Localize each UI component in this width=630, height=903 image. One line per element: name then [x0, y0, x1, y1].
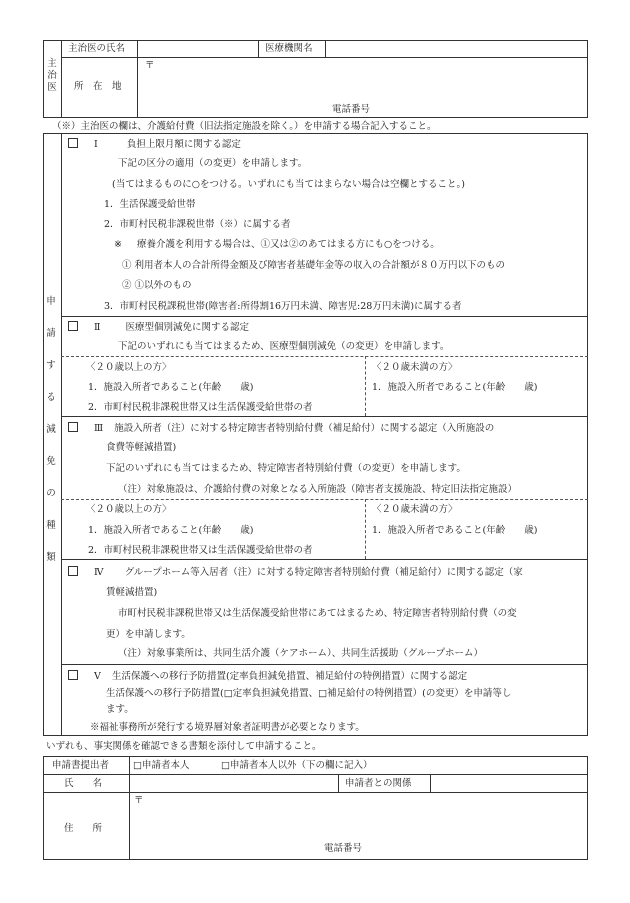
- section2-left-item2[interactable]: 2．市町村民税非課税世帯又は生活保護受給世帯の者: [88, 402, 313, 413]
- section5-line1: 生活保護への移行予防措置(□定率負担減免措置、□補足給付の特例措置）(の変更）を申請等し: [106, 688, 512, 699]
- section3-header: Ⅲ 施設入所者（注）に対する特定障害者特別給付費（補足給付）に関する認定（入所施設の: [68, 422, 494, 435]
- institution-label: 医療機関名: [265, 43, 313, 54]
- section2-left-header: 〈２０歳以上の方〉: [86, 362, 172, 373]
- section1-item1[interactable]: 1．生活保護受給世帯: [104, 199, 196, 210]
- section2-header: Ⅱ 医療型個別減免に関する認定: [68, 321, 249, 334]
- physician-phone-label: 電話番号: [332, 104, 371, 115]
- section2-line1: 下記のいずれにも当てはまるため、医療型個別減免（の変更）を申請します。: [118, 341, 450, 352]
- section4-checkbox[interactable]: [68, 566, 78, 576]
- section5-note: ※福祉事務所が発行する境界層対象者証明書が必要となります。: [90, 722, 365, 733]
- submitter-label: 申請書提出者: [52, 760, 110, 771]
- section5-checkbox[interactable]: [68, 670, 78, 680]
- physician-name-field[interactable]: [138, 41, 257, 56]
- submitter-address-label: 住 所: [64, 823, 103, 834]
- section2-checkbox[interactable]: [68, 321, 78, 331]
- section1-line1: 下記の区分の適用（の変更）を申請します。: [118, 158, 308, 169]
- section4-title2: 賃軽減措置): [106, 587, 158, 598]
- section3-left-item2[interactable]: 2．市町村民税非課税世帯又は生活保護受給世帯の者: [88, 545, 313, 556]
- submitter-phone-label: 電話番号: [324, 843, 363, 854]
- physician-postal-mark: 〒: [145, 60, 155, 71]
- section2-right-item1[interactable]: 1．施設入所者であること(年齢 歳): [372, 382, 538, 393]
- physician-note: （※）主治医の欄は、介護給付費（旧法指定施設を除く。）を申請する場合記入すること。: [52, 121, 437, 132]
- submitter-relation-label: 申請者との関係: [345, 778, 412, 789]
- section3-left-header: 〈２０歳以上の方〉: [86, 504, 172, 515]
- section3-line1: 下記のいずれにも当てはまるため、特定障害者特別給付費（の変更）を申請します。: [106, 463, 466, 474]
- institution-field[interactable]: [326, 41, 587, 56]
- attachment-note: いずれも、事実関係を確認できる書類を添付して申請すること。: [46, 741, 322, 752]
- section1-sub2[interactable]: ② ①以外のもの: [122, 280, 192, 291]
- section1-checkbox[interactable]: [68, 138, 78, 148]
- section1-sub1[interactable]: ① 利用者本人の合計所得金額及び障害者基礎年金等の収入の合計額が８０万円以下のもの: [122, 260, 506, 271]
- submitter-self-option[interactable]: □申請者本人: [133, 760, 190, 771]
- section1-note: ※ 療養介護を利用する場合は、①又は②のあてはまる方にも○をつける。: [114, 239, 440, 250]
- submitter-other-option[interactable]: □申請者本人以外（下の欄に記入）: [221, 760, 373, 771]
- section2-right-header: 〈２０歳未満の方〉: [372, 362, 458, 373]
- section4-line2: 更）を申請します。: [106, 629, 191, 640]
- submitter-postal-mark: 〒: [134, 795, 144, 806]
- physician-side-label: 主治医: [47, 58, 57, 93]
- section3-checkbox[interactable]: [68, 422, 78, 432]
- section5-line2: ます。: [106, 704, 134, 715]
- section3-left-item1[interactable]: 1．施設入所者であること(年齢 歳): [88, 525, 254, 536]
- section3-right-header: 〈２０歳未満の方〉: [372, 504, 458, 515]
- section1-item3[interactable]: 3．市町村民税課税世帯(障害者:所得割16万円未満、障害児:28万円未満)に属する者: [104, 301, 462, 312]
- section2-left-item1[interactable]: 1．施設入所者であること(年齢 歳): [88, 382, 254, 393]
- physician-name-label: 主治医の氏名: [68, 43, 126, 54]
- section3-right-item1[interactable]: 1．施設入所者であること(年齢 歳): [372, 525, 538, 536]
- section4-line1: 市町村民税非課税世帯又は生活保護受給世帯にあてはまるため、特定障害者特別給付費（の変: [118, 608, 517, 619]
- submitter-name-label: 氏 名: [64, 778, 103, 789]
- section3-note: （注）対象施設は、介護給付費の対象となる入所施設（障害者支援施設、特定旧法指定施設）: [118, 484, 518, 495]
- section4-note: （注）対象事業所は、共同生活介護（ケアホーム）、共同生活援助（グループホーム）: [118, 648, 483, 659]
- reduction-side-label: 申 請 す る 減 免 の 種 類: [46, 296, 56, 563]
- section3-title2: 食費等軽減措置): [106, 442, 177, 453]
- section1-line2: (当てはまるものに○をつける。いずれにも当てはまらない場合は空欄とすること。): [112, 179, 465, 190]
- section4-header: Ⅳ グループホーム等入居者（注）に対する特定障害者特別給付費（補足給付）に関する認定（家: [68, 566, 523, 579]
- section1-item2[interactable]: 2．市町村民税非課税世帯（※）に属する者: [104, 219, 291, 230]
- submitter-name-field[interactable]: [130, 775, 337, 791]
- physician-address-label: 所 在 地: [74, 81, 122, 92]
- section1-header: Ⅰ 負担上限月額に関する認定: [68, 138, 241, 151]
- submitter-relation-field[interactable]: [431, 775, 587, 791]
- section5-header: Ⅴ 生活保護への移行予防措置(定率負担減免措置、補足給付の特例措置）に関する認定: [68, 670, 467, 683]
